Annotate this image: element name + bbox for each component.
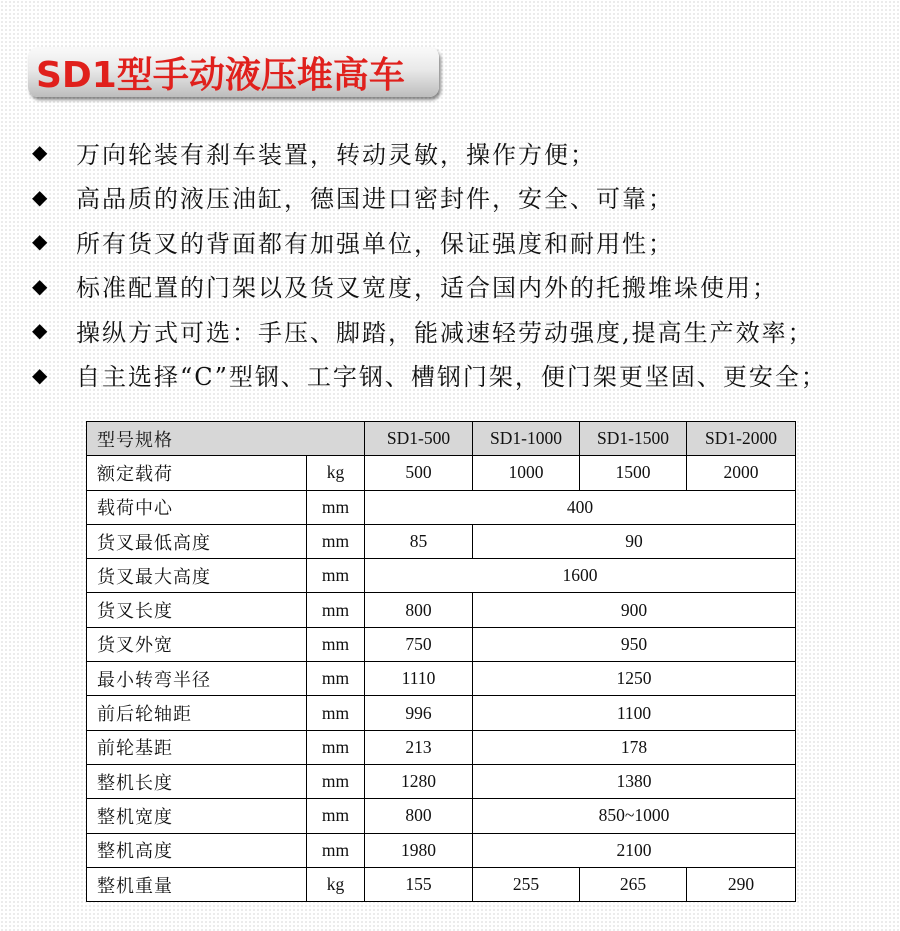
row-name: 货叉长度: [87, 593, 307, 627]
spec-table: [86, 421, 796, 902]
cell-value: 265: [580, 867, 687, 901]
cell-value: 155: [365, 867, 473, 901]
diamond-bullet-icon: ◆: [32, 184, 48, 209]
row-name: 整机长度: [87, 764, 307, 798]
cell-value: 1100: [473, 696, 796, 730]
cell-value: 1980: [365, 833, 473, 867]
list-item: [32, 130, 900, 175]
title-banner: [28, 47, 439, 97]
row-unit: mm: [307, 627, 365, 661]
model-header: SD1-500: [365, 422, 473, 456]
table-row: [87, 627, 796, 661]
model-header: SD1-2000: [687, 422, 796, 456]
cell-value: 996: [365, 696, 473, 730]
diamond-bullet-icon: ◆: [32, 273, 48, 298]
feature-text: 高品质的液压油缸，德国进口密封件，安全、可靠；: [76, 185, 674, 214]
row-name: 货叉最低高度: [87, 524, 307, 558]
list-item: [32, 264, 900, 309]
row-name: 最小转弯半径: [87, 662, 307, 696]
row-unit: mm: [307, 662, 365, 696]
feature-text: 所有货叉的背面都有加强单位，保证强度和耐用性；: [76, 229, 674, 258]
feature-list: [32, 130, 900, 397]
row-unit: mm: [307, 524, 365, 558]
table-row: [87, 730, 796, 764]
cell-value: 400: [365, 490, 796, 524]
row-unit: mm: [307, 696, 365, 730]
header-label: 型号规格: [87, 422, 365, 456]
table-row: [87, 696, 796, 730]
table-header-row: [87, 422, 796, 456]
row-name: 载荷中心: [87, 490, 307, 524]
cell-value: 90: [473, 524, 796, 558]
table-row: [87, 799, 796, 833]
row-unit: mm: [307, 833, 365, 867]
row-unit: mm: [307, 730, 365, 764]
cell-value: 800: [365, 799, 473, 833]
table-row: [87, 867, 796, 901]
cell-value: 1380: [473, 764, 796, 798]
row-unit: mm: [307, 559, 365, 593]
model-header: SD1-1500: [580, 422, 687, 456]
list-item: [32, 175, 900, 220]
cell-value: 85: [365, 524, 473, 558]
diamond-bullet-icon: ◆: [32, 318, 48, 343]
cell-value: 178: [473, 730, 796, 764]
table-row: [87, 764, 796, 798]
row-name: 额定载荷: [87, 456, 307, 490]
row-unit: kg: [307, 867, 365, 901]
row-name: 整机高度: [87, 833, 307, 867]
cell-value: 2000: [687, 456, 796, 490]
row-name: 货叉外宽: [87, 627, 307, 661]
cell-value: 800: [365, 593, 473, 627]
table-row: [87, 524, 796, 558]
table-row: [87, 559, 796, 593]
cell-value: 255: [473, 867, 580, 901]
cell-value: 850~1000: [473, 799, 796, 833]
cell-value: 1280: [365, 764, 473, 798]
cell-value: 900: [473, 593, 796, 627]
row-unit: mm: [307, 593, 365, 627]
cell-value: 2100: [473, 833, 796, 867]
row-name: 整机宽度: [87, 799, 307, 833]
list-item: [32, 353, 900, 398]
diamond-bullet-icon: ◆: [32, 362, 48, 387]
row-name: 前轮基距: [87, 730, 307, 764]
table-row: [87, 833, 796, 867]
row-unit: mm: [307, 490, 365, 524]
row-name: 前后轮轴距: [87, 696, 307, 730]
cell-value: 500: [365, 456, 473, 490]
feature-text: 自主选择“C”型钢、工字钢、槽钢门架，便门架更坚固、更安全；: [76, 363, 827, 392]
list-item: [32, 308, 900, 353]
cell-value: 1110: [365, 662, 473, 696]
page-title: SD1型手动液压堆高车: [36, 54, 405, 96]
row-unit: mm: [307, 764, 365, 798]
feature-text: 操纵方式可选：手压、脚踏，能减速轻劳动强度,提高生产效率；: [76, 318, 814, 347]
cell-value: 950: [473, 627, 796, 661]
cell-value: 213: [365, 730, 473, 764]
table-row: [87, 662, 796, 696]
cell-value: 750: [365, 627, 473, 661]
table-row: [87, 593, 796, 627]
feature-text: 标准配置的门架以及货叉宽度，适合国内外的托搬堆垛使用；: [76, 274, 778, 303]
cell-value: 290: [687, 867, 796, 901]
diamond-bullet-icon: ◆: [32, 229, 48, 254]
cell-value: 1600: [365, 559, 796, 593]
cell-value: 1250: [473, 662, 796, 696]
table-row: [87, 490, 796, 524]
cell-value: 1000: [473, 456, 580, 490]
feature-text: 万向轮装有刹车装置，转动灵敏，操作方便；: [76, 140, 596, 169]
diamond-bullet-icon: ◆: [32, 140, 48, 165]
cell-value: 1500: [580, 456, 687, 490]
row-unit: mm: [307, 799, 365, 833]
row-name: 货叉最大高度: [87, 559, 307, 593]
list-item: [32, 219, 900, 264]
model-header: SD1-1000: [473, 422, 580, 456]
table-row: [87, 456, 796, 490]
row-name: 整机重量: [87, 867, 307, 901]
row-unit: kg: [307, 456, 365, 490]
